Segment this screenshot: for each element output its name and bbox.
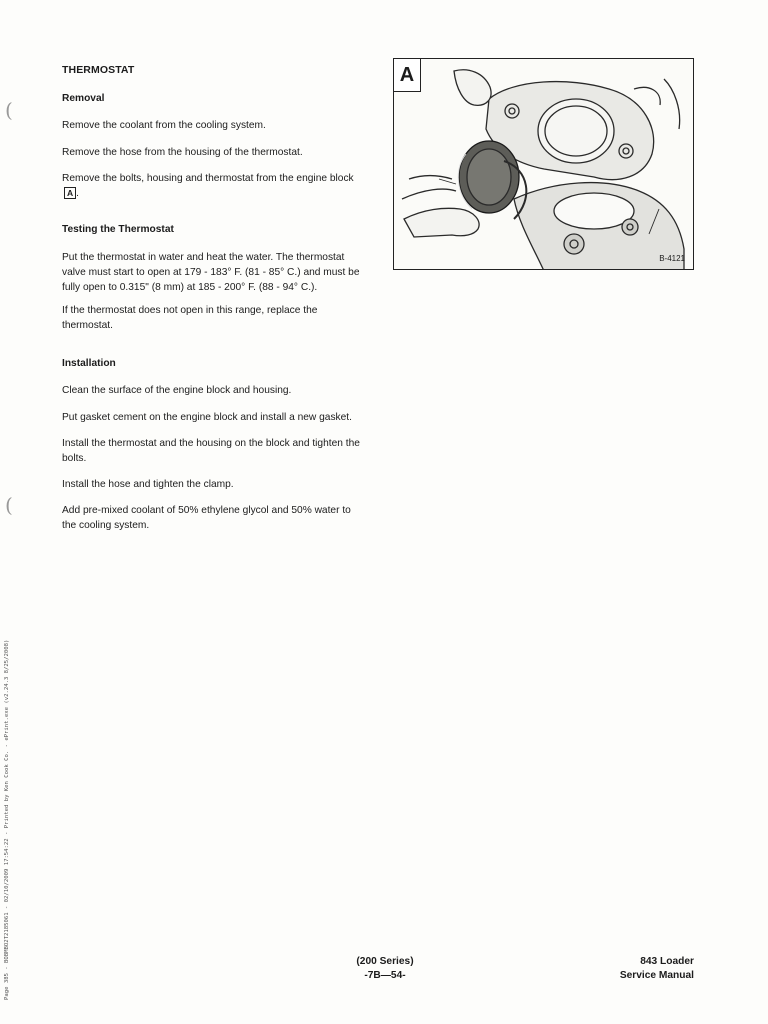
figure-reference: A [64,187,76,199]
footer-model: 843 Loader [640,956,694,967]
testing-step-1: Put the thermostat in water and heat the water. The thermostat valve must start to open at 179 - 183° F. (81 - 85° C.) and must be fully open to 0.315" (8 mm) at 185 - 200° F. (88 - 94° C.). [62,252,360,293]
footer-series: (200 Series) [356,956,414,967]
removal-step-1: Remove the coolant from the cooling system. [62,120,266,131]
figure-letter: A [394,59,421,92]
print-stamp: Page 385 - BOBMBO2T2185061 - 02/10/2009 17:54:22 - Printed by Ken Cook Co. - ePrint.exe (v2.24.3 8/25/2008) [4,639,10,1000]
page-title: THERMOSTAT [62,64,135,76]
figure-a [393,58,694,270]
testing-step-2: If the thermostat does not open in this range, replace the thermostat. [62,305,318,331]
figure-code: B-4121 [659,254,685,263]
installation-step-2: Put gasket cement on the engine block and install a new gasket. [62,412,352,423]
footer-manual: Service Manual [619,970,694,981]
installation-heading: Installation [62,358,116,369]
installation-step-4: Install the hose and tighten the clamp. [62,479,234,490]
installation-step-3: Install the thermostat and the housing on the block and tighten the bolts. [62,438,360,464]
removal-step-3: Remove the bolts, housing and thermostat from the engine block A . [62,173,354,199]
footer-center [290,955,480,983]
removal-step-2: Remove the hose from the housing of the thermostat. [62,147,303,158]
installation-step-5: Add pre-mixed coolant of 50% ethylene glycol and 50% water to the cooling system. [62,505,351,531]
footer-right [596,955,694,983]
binder-mark-top: ( [5,98,13,122]
footer-page-number: -7B—54- [364,970,406,981]
thermostat-illustration [394,59,694,270]
testing-heading: Testing the Thermostat [62,224,174,235]
binder-mark-middle: ( [5,493,13,517]
removal-step-3-text: Remove the bolts, housing and thermostat from the engine block [62,173,354,184]
installation-step-1: Clean the surface of the engine block and housing. [62,385,292,396]
removal-heading: Removal [62,93,105,104]
